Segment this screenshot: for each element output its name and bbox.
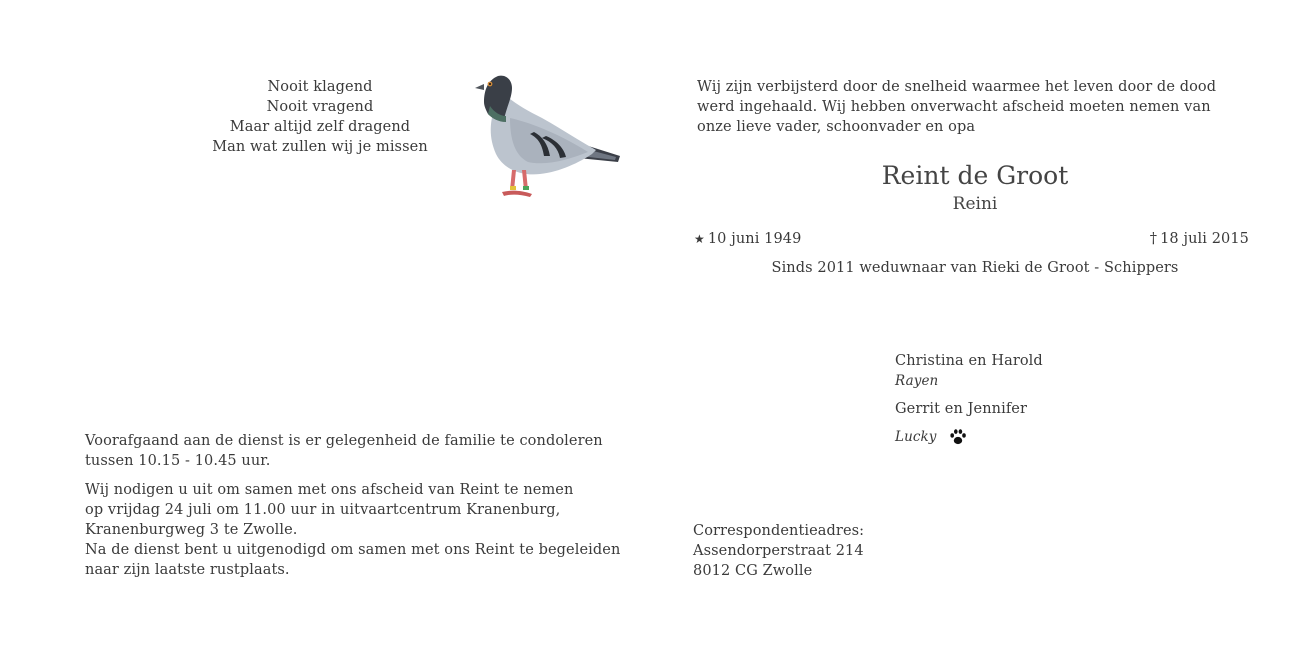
correspondence-city: 8012 CG Zwolle xyxy=(693,563,813,579)
invitation-line: op vrijdag 24 juli om 11.00 uur in uitvaartcentrum Kranenburg, xyxy=(85,502,561,518)
poem xyxy=(200,77,440,157)
correspondence-label: Correspondentieadres: xyxy=(693,523,865,539)
invitation-text xyxy=(85,480,620,580)
deceased-nickname: Reini xyxy=(952,194,998,214)
poem-line: Man wat zullen wij je missen xyxy=(212,139,428,155)
intro-text xyxy=(697,77,1217,137)
family-child: Rayen xyxy=(895,373,939,389)
intro-line: Wij zijn verbijsterd door de snelheid waarmee het leven door de dood xyxy=(697,79,1217,95)
family-list xyxy=(895,351,1043,447)
pigeon-icon xyxy=(470,62,626,210)
correspondence-street: Assendorperstraat 214 xyxy=(693,543,864,559)
invitation-line: Wij nodigen u uit om samen met ons afscheid van Reint te nemen xyxy=(85,482,574,498)
family-pet: Lucky xyxy=(895,429,937,445)
condolence-text xyxy=(85,431,603,471)
deceased-name: Reint de Groot xyxy=(881,161,1069,190)
intro-line: onze lieve vader, schoonvader en opa xyxy=(697,119,976,135)
family-couple: Christina en Harold xyxy=(895,353,1043,369)
correspondence-address xyxy=(693,521,864,581)
condolence-line: Voorafgaand aan de dienst is er gelegenheid de familie te condoleren xyxy=(85,433,603,449)
invitation-line: Na de dienst bent u uitgenodigd om samen met ons Reint te begeleiden xyxy=(85,542,621,558)
poem-line: Nooit vragend xyxy=(266,99,374,115)
death-date: 18 juli 2015 xyxy=(1160,231,1249,247)
invitation-line: naar zijn laatste rustplaats. xyxy=(85,562,290,578)
family-pet-row xyxy=(895,427,1043,447)
star-icon: ★ xyxy=(694,232,705,246)
birth-date-row xyxy=(694,229,801,249)
family-couple: Gerrit en Jennifer xyxy=(895,401,1028,417)
invitation-line: Kranenburgweg 3 te Zwolle. xyxy=(85,522,298,538)
intro-line: werd ingehaald. Wij hebben onverwacht afscheid moeten nemen van xyxy=(697,99,1211,115)
birth-date: 10 juni 1949 xyxy=(707,231,802,247)
widower-note: Sinds 2011 weduwnaar van Rieki de Groot - Schippers xyxy=(771,260,1179,276)
cross-icon: † xyxy=(1149,231,1158,247)
poem-line: Maar altijd zelf dragend xyxy=(229,119,411,135)
death-date-row xyxy=(1150,229,1249,249)
condolence-line: tussen 10.15 - 10.45 uur. xyxy=(85,453,271,469)
paw-icon xyxy=(949,428,967,446)
poem-line: Nooit klagend xyxy=(267,79,373,95)
